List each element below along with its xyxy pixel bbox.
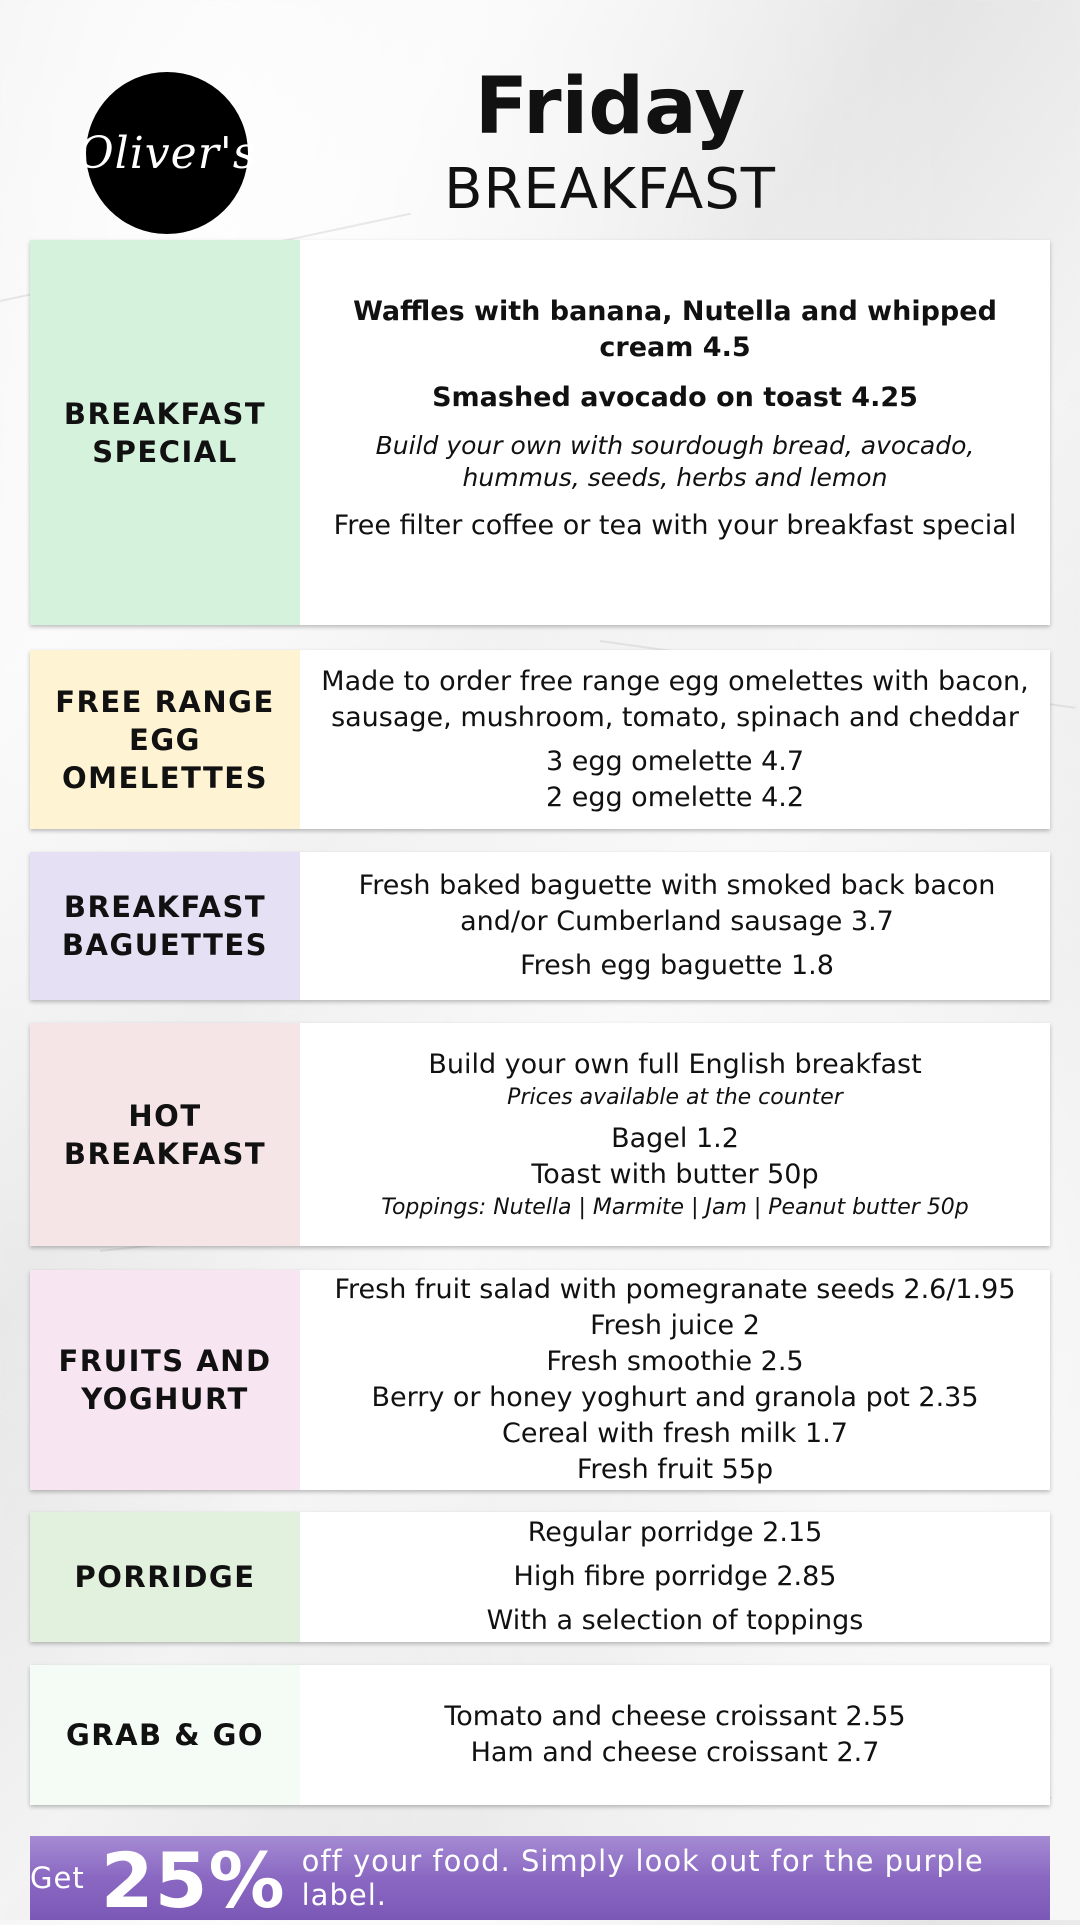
menu-item: Free filter coffee or tea with your breakfast special [333, 510, 1017, 541]
promo-text: off your food. Simply look out for the purple label. [301, 1844, 984, 1912]
section-body [300, 1023, 1050, 1246]
section-body [300, 1665, 1050, 1805]
section-body [300, 852, 1054, 1000]
section-body [300, 1512, 1050, 1642]
menu-item: Toast with butter 50p [531, 1158, 819, 1190]
promo-discount: 25% [100, 1836, 286, 1925]
menu-item: Tomato and cheese croissant 2.55 [444, 1701, 906, 1732]
section-porridge [30, 1512, 1050, 1642]
menu-item: Regular porridge 2.15 [527, 1517, 823, 1548]
menu-item: Fresh smoothie 2.5 [546, 1346, 804, 1377]
section-omelettes [30, 650, 1050, 829]
menu-item: Cereal with fresh milk 1.7 [502, 1418, 848, 1449]
menu-item: High fibre porridge 2.85 [513, 1561, 837, 1592]
section-body [300, 650, 1050, 829]
menu-item: Fresh fruit 55p [576, 1454, 774, 1485]
menu-item: Made to order free range egg omelettes with bacon, sausage, mushroom, tomato, spinach and cheddar [321, 665, 1029, 733]
menu-item: Fresh baked baguette with smoked back bacon and/or Cumberland sausage 3.7 [358, 870, 996, 937]
section-body [300, 1270, 1050, 1490]
section-label: BREAKFAST BAGUETTES [30, 852, 300, 1000]
section-label: HOT BREAKFAST [30, 1023, 300, 1246]
promo-banner [30, 1836, 1050, 1925]
menu-item: Bagel 1.2 [611, 1122, 739, 1154]
menu-item: Fresh juice 2 [590, 1310, 760, 1341]
page-title-day: Friday [474, 62, 746, 152]
section-label: FRUITS AND YOGHURT [30, 1270, 300, 1490]
menu-item: Fresh egg baguette 1.8 [520, 950, 834, 981]
menu-item: Fresh fruit salad with pomegranate seeds 2.6/1.95 [334, 1274, 1016, 1305]
section-label: BREAKFAST SPECIAL [30, 240, 300, 625]
menu-item: Berry or honey yoghurt and granola pot 2.35 [371, 1382, 979, 1413]
promo-prefix: Get [30, 1861, 85, 1895]
menu-note: Build your own with sourdough bread, avocado, hummus, seeds, herbs and lemon [375, 431, 975, 492]
menu-item: 2 egg omelette 4.2 [545, 781, 805, 813]
page-subtitle-meal: BREAKFAST [444, 157, 776, 222]
olivers-logo [77, 72, 257, 234]
section-label: GRAB & GO [30, 1665, 300, 1805]
logo-text: Oliver's [77, 127, 257, 179]
section-label: FREE RANGE EGG OMELETTES [30, 650, 300, 829]
section-body [300, 240, 1050, 625]
menu-item: Smashed avocado on toast 4.25 [432, 382, 918, 413]
section-grab-go [30, 1665, 1050, 1805]
section-hot-breakfast [30, 1023, 1050, 1246]
section-baguettes [30, 852, 1050, 1000]
menu-item: Ham and cheese croissant 2.7 [470, 1737, 880, 1768]
section-fruits-yoghurt [30, 1270, 1050, 1490]
menu-item: Build your own full English breakfast [428, 1048, 922, 1080]
menu-note: Toppings: Nutella | Marmite | Jam | Peanut butter 50p [381, 1194, 969, 1220]
section-breakfast-special [30, 240, 1050, 625]
section-label: PORRIDGE [30, 1512, 300, 1642]
menu-note: Prices available at the counter [507, 1084, 843, 1110]
menu-item: With a selection of toppings [486, 1605, 864, 1636]
menu-item: Waffles with banana, Nutella and whipped cream 4.5 [353, 296, 997, 363]
menu-item: 3 egg omelette 4.7 [545, 745, 805, 777]
